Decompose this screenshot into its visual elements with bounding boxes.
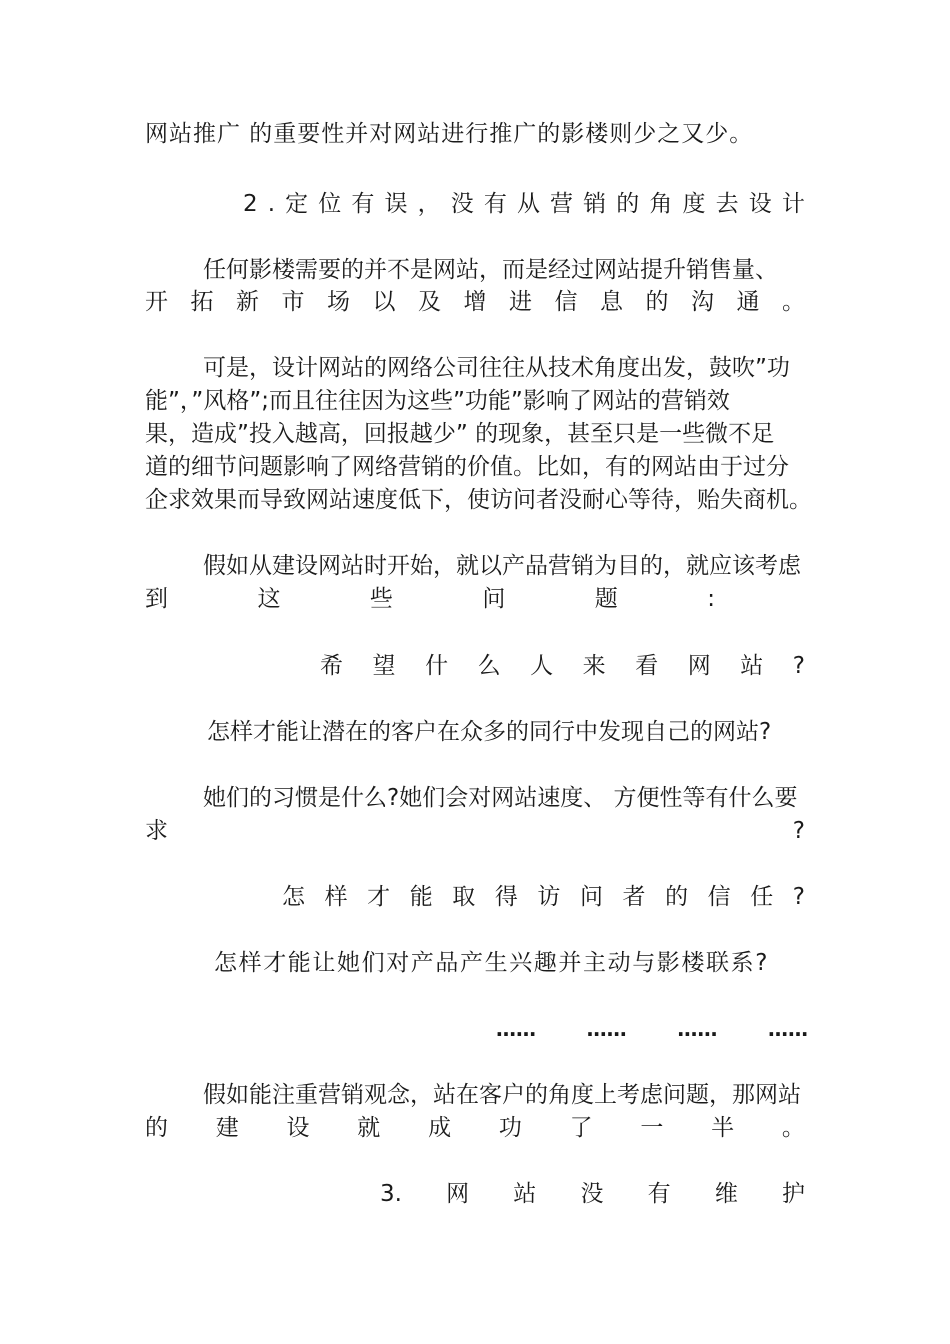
paragraph-line bbox=[145, 583, 715, 615]
paragraph-line: 网站推广 的重要性并对网站进行推广的影楼则少之又少。 bbox=[145, 121, 754, 147]
glyph: 希 bbox=[320, 653, 343, 679]
glyph: 访 bbox=[537, 884, 561, 910]
glyph: 网 bbox=[446, 1181, 470, 1207]
glyph: 没 bbox=[580, 1181, 604, 1207]
glyph: 望 bbox=[372, 653, 396, 679]
glyph: 了 bbox=[569, 1115, 593, 1141]
section-heading-2 bbox=[243, 188, 805, 220]
glyph: 问 bbox=[579, 884, 603, 910]
glyph: 看 bbox=[635, 653, 659, 679]
glyph: 样 bbox=[324, 884, 348, 910]
glyph: 的 bbox=[665, 884, 689, 910]
glyph: 沟 bbox=[691, 289, 714, 315]
glyph: 者 bbox=[622, 884, 646, 910]
glyph: 误 bbox=[384, 191, 408, 217]
glyph: 通 bbox=[736, 289, 760, 315]
glyph: 2 bbox=[243, 191, 258, 217]
glyph: …… bbox=[496, 1017, 536, 1041]
glyph: : bbox=[707, 586, 715, 612]
glyph: 位 bbox=[318, 191, 342, 217]
glyph: 信 bbox=[554, 289, 578, 315]
glyph: 护 bbox=[781, 1181, 805, 1207]
glyph: 成 bbox=[428, 1115, 452, 1141]
paragraph-line: 企求效果而导致网站速度低下，使访问者没耐心等待，贻失商机。 bbox=[145, 487, 812, 513]
glyph: 营 bbox=[550, 191, 574, 217]
glyph: 度 bbox=[682, 191, 706, 217]
glyph: 角 bbox=[649, 191, 673, 217]
question-line: 怎样才能让潜在的客户在众多的同行中发现自己的网站? bbox=[207, 719, 772, 745]
paragraph-line: 道的细节问题影响了网络营销的价值。比如，有的网站由于过分 bbox=[145, 454, 789, 480]
glyph: 。 bbox=[782, 289, 805, 315]
glyph: 的 bbox=[616, 191, 640, 217]
glyph: 就 bbox=[357, 1115, 381, 1141]
ellipsis-line bbox=[496, 1013, 808, 1045]
paragraph-line: 假如从建设网站时开始，就以产品营销为目的，就应该考虑 bbox=[203, 553, 801, 579]
glyph: 增 bbox=[463, 289, 487, 315]
paragraph-line bbox=[145, 286, 805, 318]
glyph: 到 bbox=[145, 586, 168, 612]
glyph: 设 bbox=[748, 191, 772, 217]
glyph: 从 bbox=[516, 191, 540, 217]
glyph: 么 bbox=[477, 653, 501, 679]
glyph: 的 bbox=[145, 1115, 168, 1141]
glyph: 场 bbox=[327, 289, 350, 315]
question-mark: ? bbox=[792, 818, 805, 844]
glyph: 的 bbox=[645, 289, 669, 315]
glyph: 建 bbox=[215, 1115, 239, 1141]
glyph: 信 bbox=[707, 884, 731, 910]
glyph: 怎 bbox=[282, 884, 305, 910]
glyph: 取 bbox=[452, 884, 476, 910]
glyph: 才 bbox=[367, 884, 391, 910]
glyph: 息 bbox=[600, 289, 623, 315]
glyph: 站 bbox=[513, 1181, 537, 1207]
glyph: 网 bbox=[687, 653, 711, 679]
glyph: 题 bbox=[594, 586, 618, 612]
question-line: 她们的习惯是什么?她们会对网站速度、 方便性等有什么要 bbox=[203, 785, 798, 811]
paragraph-line: 可是，设计网站的网络公司往往从技术角度出发，鼓吹”功 bbox=[203, 355, 790, 381]
glyph: 能 bbox=[409, 884, 433, 910]
glyph: 这 bbox=[257, 586, 281, 612]
glyph: 什 bbox=[425, 653, 449, 679]
glyph: 拓 bbox=[190, 289, 214, 315]
glyph: 销 bbox=[583, 191, 607, 217]
question-line bbox=[282, 881, 805, 913]
glyph: 设 bbox=[286, 1115, 310, 1141]
glyph: 半 bbox=[711, 1115, 735, 1141]
glyph: 一 bbox=[640, 1115, 664, 1141]
question-fragment: 求 bbox=[145, 818, 168, 844]
glyph: …… bbox=[586, 1017, 627, 1041]
glyph: 任 bbox=[750, 884, 774, 910]
paragraph-line: 任何影楼需要的并不是网站，而是经过网站提升销售量、 bbox=[203, 257, 778, 283]
glyph: 开 bbox=[145, 289, 168, 315]
glyph: 维 bbox=[714, 1181, 738, 1207]
glyph: 来 bbox=[582, 653, 606, 679]
glyph: 定 bbox=[285, 191, 309, 217]
glyph: ? bbox=[792, 884, 805, 910]
glyph: 新 bbox=[236, 289, 259, 315]
question-line bbox=[145, 815, 805, 847]
paragraph-line: 假如能注重营销观念，站在客户的角度上考虑问题，那网站 bbox=[203, 1082, 801, 1108]
glyph: 计 bbox=[781, 191, 805, 217]
glyph: 去 bbox=[715, 191, 739, 217]
glyph: 进 bbox=[509, 289, 532, 315]
glyph: 站 bbox=[740, 653, 764, 679]
paragraph-line: 果，造成”投入越高，回报越少” 的现象，甚至只是一些微不足 bbox=[145, 421, 775, 447]
glyph: 及 bbox=[418, 289, 441, 315]
glyph: 。 bbox=[781, 1115, 805, 1141]
glyph: 得 bbox=[494, 884, 518, 910]
glyph: 人 bbox=[530, 653, 554, 679]
glyph: 功 bbox=[498, 1115, 522, 1141]
glyph: . bbox=[267, 191, 276, 217]
glyph: …… bbox=[767, 1017, 808, 1041]
glyph: 没 bbox=[450, 191, 474, 217]
glyph: 有 bbox=[351, 191, 375, 217]
glyph: 问 bbox=[482, 586, 506, 612]
glyph: 些 bbox=[369, 586, 393, 612]
glyph: 有 bbox=[483, 191, 507, 217]
paragraph-line bbox=[145, 1112, 805, 1144]
glyph: 有 bbox=[647, 1181, 671, 1207]
paragraph-line: 能”，”风格”;而且往往因为这些”功能”影响了网站的营销效 bbox=[145, 388, 730, 414]
glyph: 市 bbox=[281, 289, 305, 315]
glyph: ? bbox=[792, 653, 805, 679]
section-heading-3 bbox=[380, 1178, 805, 1210]
question-line bbox=[320, 650, 805, 682]
glyph: ， bbox=[417, 191, 441, 217]
glyph: 3. bbox=[380, 1181, 402, 1207]
question-line: 怎样才能让她们对产品产生兴趣并主动与影楼联系? bbox=[214, 950, 770, 976]
glyph: 以 bbox=[372, 289, 396, 315]
glyph: …… bbox=[677, 1017, 718, 1041]
